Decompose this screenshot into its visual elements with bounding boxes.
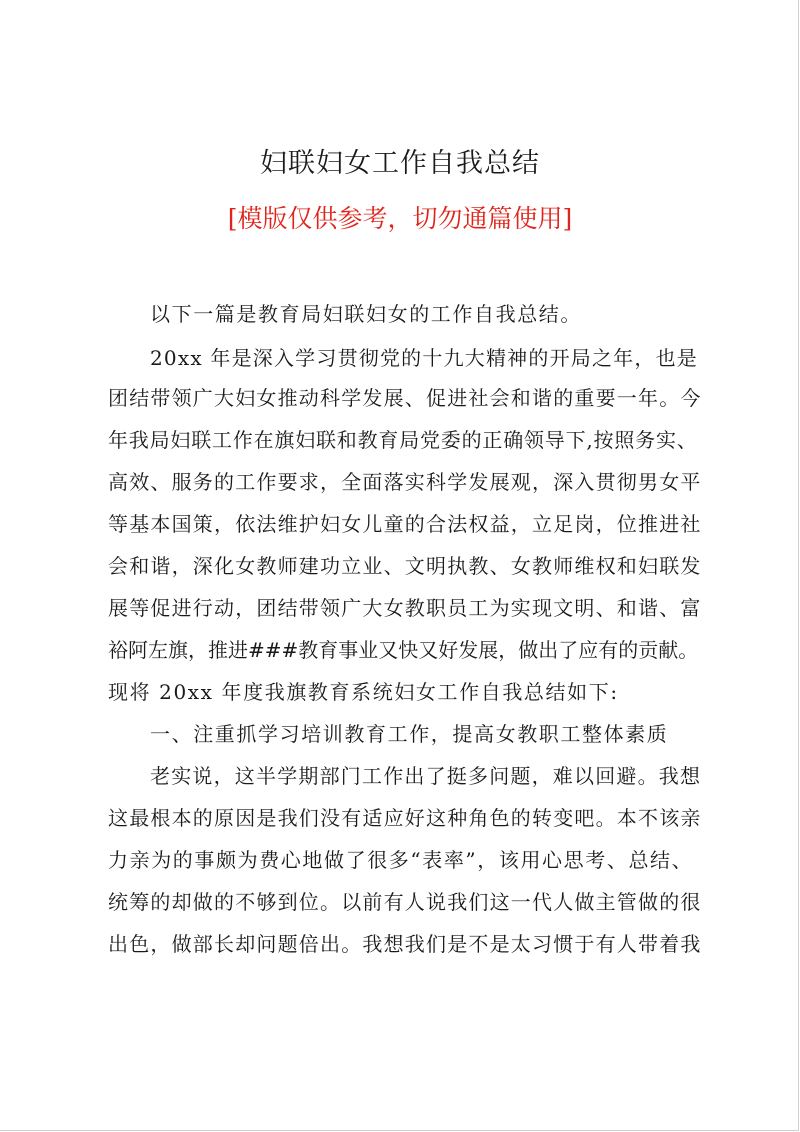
body-line: 力亲为的事颇为费心地做了很多“表率”，该用心思考、总结、 bbox=[108, 848, 694, 872]
template-notice: [模版仅供参考，切勿通篇使用] bbox=[227, 204, 573, 233]
body-line: 统筹的却做的不够到位。以前有人说我们这一代人做主管做的很 bbox=[108, 890, 702, 914]
body-line: 以下一篇是教育局妇联妇女的工作自我总结。 bbox=[150, 302, 582, 326]
body-line: 现将 20xx 年度我旗教育系统妇女工作自我总结如下: bbox=[108, 680, 619, 704]
body-line: 这最根本的原因是我们没有适应好这种角色的转变吧。本不该亲 bbox=[108, 806, 702, 830]
body-line: 展等促进行动，团结带领广大女教职员工为实现文明、和谐、富 bbox=[108, 596, 702, 620]
body-line: 20xx 年是深入学习贯彻党的十九大精神的开局之年，也是 bbox=[150, 346, 698, 370]
body-line: 高效、服务的工作要求，全面落实科学发展观，深入贯彻男女平 bbox=[108, 470, 702, 494]
body-line: 团结带领广大妇女推动科学发展、促进社会和谐的重要一年。今 bbox=[108, 386, 702, 410]
body-line: 年我局妇联工作在旗妇联和教育局党委的正确领导下,按照务实、 bbox=[108, 428, 698, 452]
body-line: 裕阿左旗，推进###教育事业又快又好发展，做出了应有的贡献。 bbox=[108, 638, 699, 662]
body-line: 等基本国策，依法维护妇女儿童的合法权益，立足岗，位推进社 bbox=[108, 512, 702, 536]
body-line: 会和谐，深化女教师建功立业、文明执教、女教师维权和妇联发 bbox=[108, 554, 702, 578]
document-title: 妇联妇女工作自我总结 bbox=[260, 148, 540, 179]
section-heading: 一、注重抓学习培训教育工作，提高女教职工整体素质 bbox=[150, 722, 669, 746]
body-line: 出色，做部长却问题倍出。我想我们是不是太习惯于有人带着我 bbox=[108, 932, 702, 956]
body-line: 老实说，这半学期部门工作出了挺多问题，难以回避。我想 bbox=[150, 764, 702, 788]
